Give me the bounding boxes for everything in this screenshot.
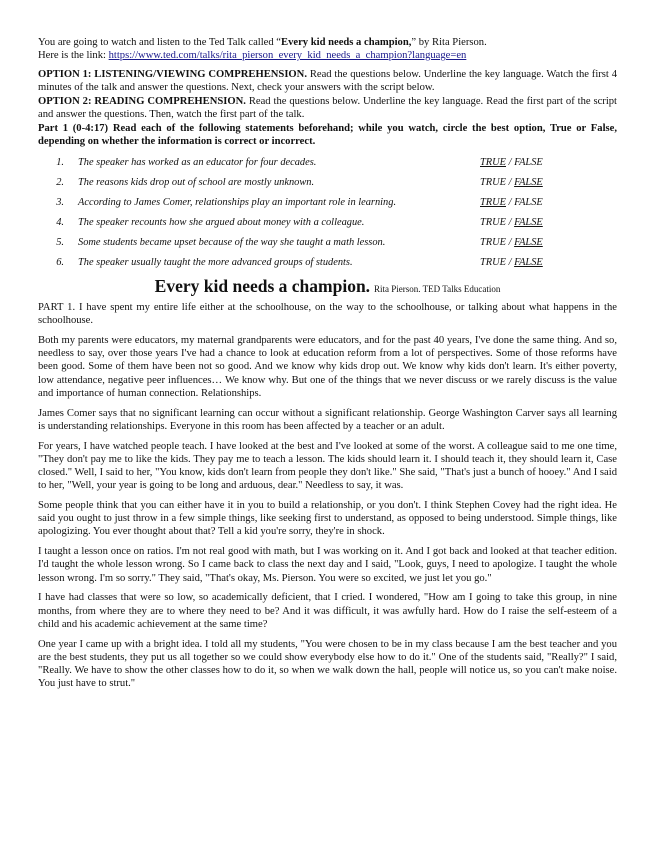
option-2 [38,95,617,121]
question-row [38,252,543,272]
script-paragraph: James Comer says that no significant learning can occur without a significant relationship. George Washington Carver says all learning is understanding relationships. Everyone in this room has been affected by a teacher or an adult. [38,407,617,432]
question-number: 4. [56,216,64,228]
question-text: According to James Comer, relationships play an important role in learning. [78,196,397,208]
link-prefix: Here is the link: [38,50,109,61]
questions-table [38,152,543,272]
true-option[interactable]: TRUE [480,176,506,188]
talk-heading [38,276,617,297]
script-body [38,301,617,690]
script-paragraph: Some people think that you can either have it in you to build a relationship, or you don't. I think Stephen Covey had the right idea. He said you ought to just throw in a few simple things, like seeking first to understand, as opposed to being understood. Simple things, like apologizing. You ever thought about that? Tell a kid you're sorry, they're in shock. [38,500,617,538]
script-paragraph: Both my parents were educators, my maternal grandparents were educators, and for the past 40 years, I've done the same thing. And so, needless to say, over those years I've had a chance to look at education reform from a lot of perspectives. Some of those reforms have been good. Some of them have been not so good. And we know why kids drop out. We know why kids don't learn. It's either poverty, low attendance, negative peer influences… We know why. But one of the things that we never discuss or we rarely discuss is the value and importance of human connection. Relationships. [38,335,617,399]
ted-talk-link[interactable]: https://www.ted.com/talks/rita_pierson_every_kid_needs_a_champion?language=en [108,50,467,61]
true-option[interactable]: TRUE [480,236,506,248]
option-separator: / [505,216,515,228]
option-separator: / [505,176,515,188]
option-1-text: Read the questions below. Underline the key language. Watch the first 4 minutes of the talk and answer the questions. Next, check your answers with the script below. [38,69,617,93]
true-option[interactable]: TRUE [480,196,506,208]
question-row [38,172,543,192]
false-option[interactable]: FALSE [514,176,543,188]
question-row [38,212,543,232]
script-paragraph: One year I came up with a bright idea. I told all my students, "You were chosen to be in my class because I am the best teacher and you are the best students, they put us all together so we could show everybody else how to do it." One of the students said, "Really?" I said, "Really. We have to show the other classes how to do it, so when we walk down the hall, people will notice us, so you can't make noise. You just have to strut." [38,638,617,690]
option-separator: / [505,156,515,168]
question-text: Some students became upset because of the way she taught a math lesson. [78,236,386,248]
false-option[interactable]: FALSE [514,256,543,268]
false-option[interactable]: FALSE [514,196,543,208]
script-paragraph: For years, I have watched people teach. I have looked at the best and I've looked at some of the worst. A colleague said to me one time, "They don't pay me to like the kids. They pay me to teach a lesson. The kids should learn it. I should teach it, they should learn it, Case closed." Well, I said to her, "You know, kids don't learn from people they don't like." She said, "That's just a bunch of hooey." And I said to her, "Well, your year is going to be long and arduous, dear." Needless to say, it was. [38,440,617,492]
true-option[interactable]: TRUE [480,156,506,168]
script-paragraph: I taught a lesson once on ratios. I'm not real good with math, but I was working on it. And I got back and looked at that teacher edition. I'd taught the whole lesson wrong. So I came back to class the next day and I said, "Look, guys, I need to apologize. I taught the whole lesson wrong. I'm so sorry." They said, "That's okay, Ms. Pierson. You were so excited, we just let you go." [38,546,617,584]
answer-options [480,152,543,172]
true-option[interactable]: TRUE [480,216,506,228]
question-number: 1. [56,156,64,168]
option-2-text: Read the questions below. Underline the key language. Read the first part of the script and answer the questions. Then, watch the first part of the talk. [38,96,617,120]
intro-author: ” by Rita Pierson. [411,37,487,48]
link-line [38,49,617,62]
question-number: 6. [56,256,64,268]
option-separator: / [505,236,515,248]
question-row [38,152,543,172]
answer-options [480,212,543,232]
answer-options [480,232,543,252]
option-separator: / [505,256,515,268]
script-paragraph: PART 1. I have spent my entire life either at the schoolhouse, on the way to the schoolhouse, or talking about what happens in the schoolhouse. [38,302,617,327]
false-option[interactable]: FALSE [514,236,543,248]
question-text: The speaker recounts how she argued about money with a colleague. [78,216,365,228]
intro-line [38,36,617,49]
question-number: 2. [56,176,64,188]
option-2-label: OPTION 2: READING COMPREHENSION. [38,96,246,107]
question-text: The reasons kids drop out of school are mostly unknown. [78,176,315,188]
part-1-heading: Part 1 (0-4:17) Read each of the following statements beforehand; while you watch, circle the best option, True or False, depending on whether the information is correct or incorrect. [38,123,617,147]
question-text: The speaker usually taught the more advanced groups of students. [78,256,353,268]
question-row [38,232,543,252]
false-option[interactable]: FALSE [514,216,543,228]
talk-title: Every kid needs a champion, [281,37,412,48]
false-option[interactable]: FALSE [514,156,543,168]
answer-options [480,172,543,192]
question-number: 5. [56,236,64,248]
question-number: 3. [56,196,64,208]
intro-text: You are going to watch and listen to the Ted Talk called “ [38,37,282,48]
answer-options [480,252,543,272]
option-1-label: OPTION 1: LISTENING/VIEWING COMPREHENSION. [38,69,307,80]
talk-heading-source: Rita Pierson. TED Talks Education [374,284,501,294]
question-row [38,192,543,212]
option-1 [38,68,617,94]
option-separator: / [505,196,515,208]
question-text: The speaker has worked as an educator for four decades. [78,156,317,168]
true-option[interactable]: TRUE [480,256,506,268]
talk-heading-title: Every kid needs a champion. [154,276,371,296]
answer-options [480,192,543,212]
script-paragraph: I have had classes that were so low, so academically deficient, that I cried. I wondered, "How am I going to take this group, in nine months, from where they are to where they need to be? And it was difficult, it was awfully hard. How do I raise the self-esteem of a child and his academic achievement at the same time? [38,592,617,630]
